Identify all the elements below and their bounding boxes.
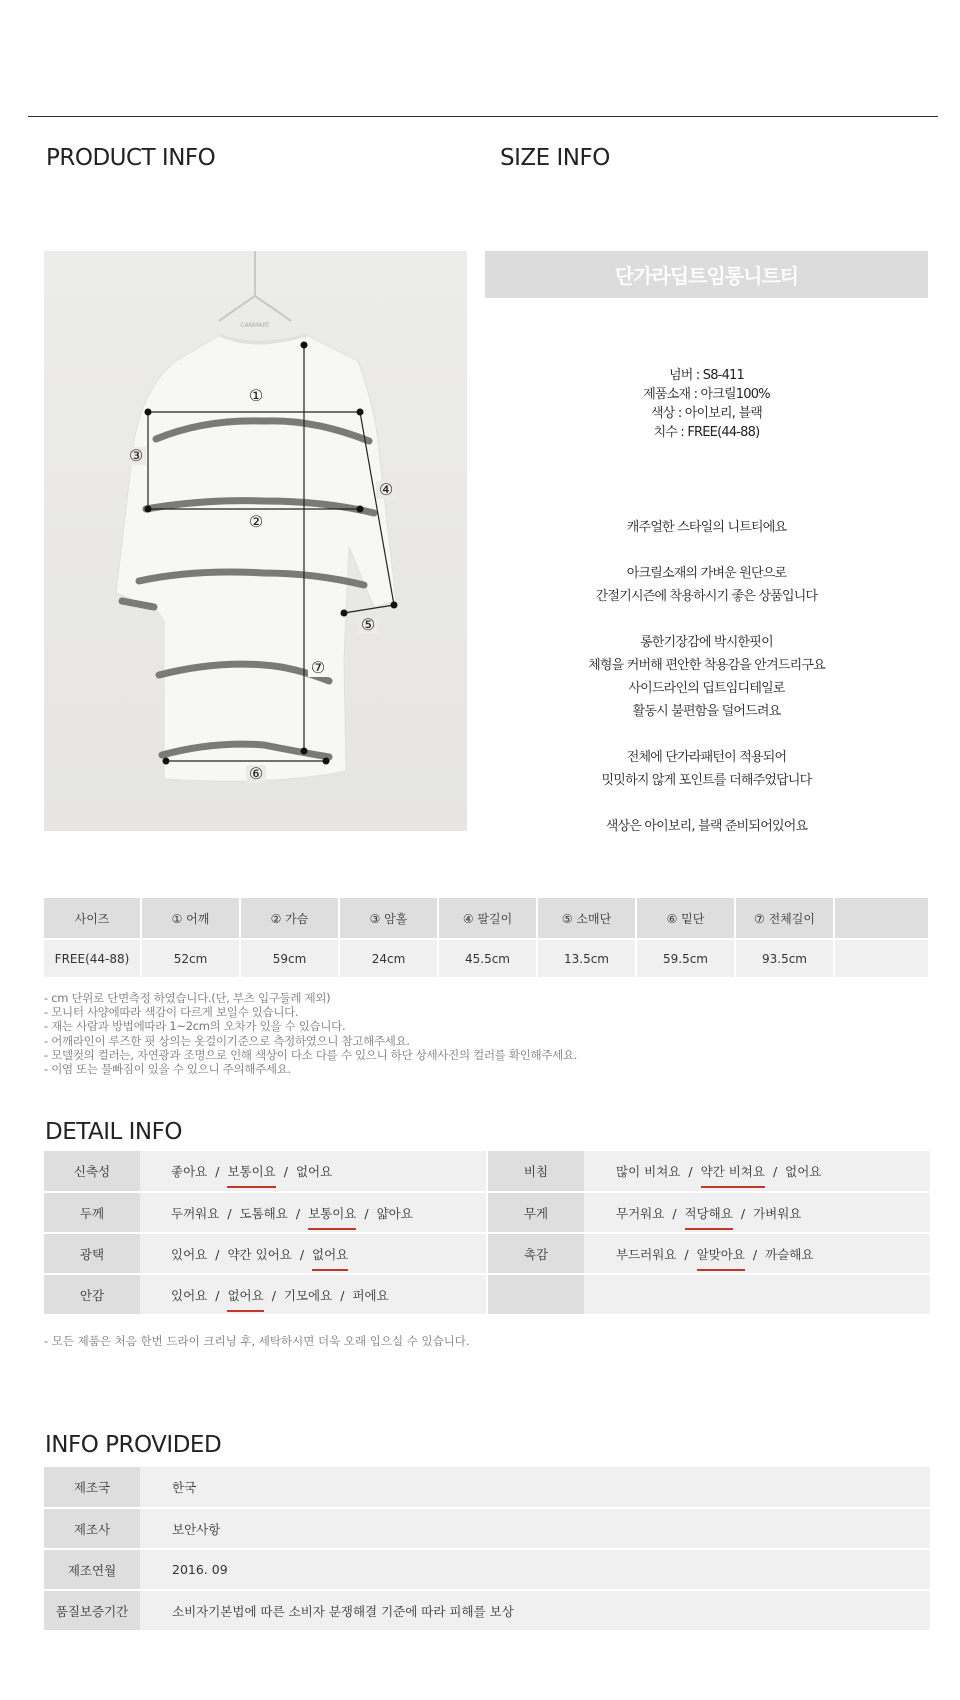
detail-options [584,1151,930,1192]
note-line: - cm 단위로 단면측정 하였습니다.(단, 부츠 입구둘레 제외) [44,991,331,1005]
size-col-header: ④ 팔길이 [438,898,537,939]
marker-total-length: ⑦ [310,658,326,677]
marker-sleeve-hem: ⑤ [360,615,376,634]
detail-options [584,1192,930,1233]
info-provided-heading: INFO PROVIDED [45,1432,222,1458]
option-separator: / [752,1246,758,1262]
detail-option: 있어요 [171,1246,208,1262]
spec-size: 치수 : FREE(44-88) [653,425,760,440]
detail-option: 좋아요 [171,1164,208,1179]
detail-option: 약간 있어요 [227,1246,292,1262]
table-row [44,1549,930,1590]
detail-option-selected: 보통이요 [227,1164,276,1179]
detail-options [140,1274,487,1315]
detail-option: 도톰해요 [239,1205,288,1221]
detail-options [584,1233,930,1274]
detail-option-selected: 없어요 [312,1246,349,1262]
option-separator: / [684,1246,689,1262]
option-separator: / [772,1164,778,1179]
detail-option-selected: 알맞아요 [696,1246,745,1262]
size-col-header: ③ 암홀 [339,898,438,939]
info-value: 한국 [140,1467,930,1508]
desc-line: 아크릴소재의 가벼운 원단으로 [626,566,787,581]
desc-line: 사이드라인의 딥트임디테일로 [628,681,785,696]
note-line: - 이염 또는 물빠짐이 있을 수 있으니 주의해주세요. [44,1062,291,1077]
marker-chest: ② [248,512,264,531]
option-separator: / [283,1164,288,1179]
desc-line: 캐주얼한 스타일의 니트티에요 [626,520,787,535]
info-value: 보안사항 [140,1508,930,1549]
option-separator: / [299,1246,305,1262]
table-row [44,1590,930,1631]
detail-label: 촉감 [487,1233,584,1274]
detail-info-heading: DETAIL INFO [45,1119,182,1145]
product-specs [485,366,928,442]
product-name-bar: 단가라딥트임롱니트티 [485,251,928,298]
detail-option: 얇아요 [376,1205,413,1221]
detail-label: 신축성 [44,1151,140,1192]
measurement-diagram [44,251,467,831]
info-label: 품질보증기간 [44,1590,140,1631]
detail-option-selected: 없어요 [227,1287,264,1303]
marker-shoulder: ① [248,386,264,405]
size-cell [834,939,929,978]
option-separator: / [215,1246,220,1262]
detail-label: 비침 [487,1151,584,1192]
detail-label [487,1274,584,1315]
size-cell: 13.5cm [537,939,636,978]
desc-line: 체형을 커버해 편안한 착용감을 안겨드리구요 [588,658,825,673]
product-photo [44,251,467,831]
option-separator: / [215,1164,220,1179]
size-cell: 52cm [141,939,240,978]
option-separator: / [688,1164,693,1179]
option-separator: / [672,1205,677,1221]
top-divider [28,116,938,117]
info-label: 제조연월 [44,1549,140,1590]
detail-label: 무게 [487,1192,584,1233]
info-value: 소비자기본법에 따른 소비자 분쟁해결 기준에 따라 피해를 보상 [140,1590,930,1631]
detail-option: 있어요 [171,1287,208,1303]
option-separator: / [227,1205,232,1221]
product-info-heading: PRODUCT INFO [46,145,216,171]
detail-option: 가벼워요 [753,1205,802,1221]
desc-line: 밋밋하지 않게 포인트를 더해주었답니다 [601,773,812,788]
detail-option: 없어요 [785,1164,822,1179]
size-cell: 59.5cm [636,939,735,978]
size-table [44,898,930,979]
desc-line: 롱한기장감에 박시한핏이 [640,635,773,650]
table-row [44,1274,930,1315]
detail-option-selected: 적당해요 [684,1205,733,1221]
table-row [44,939,929,978]
care-note: - 모든 제품은 처음 한번 드라이 크리닝 후, 세탁하시면 더욱 오래 입으실 수 있습니다. [44,1334,470,1348]
detail-option: 없어요 [295,1164,333,1179]
size-col-header: ⑦ 전체길이 [735,898,834,939]
info-label: 제조사 [44,1508,140,1549]
marker-sleeve-length: ④ [378,480,394,499]
size-notes [44,991,577,1076]
detail-options [140,1233,487,1274]
detail-option: 기모에요 [283,1287,333,1303]
detail-option: 퍼에요 [352,1287,389,1303]
detail-table [44,1151,930,1316]
table-row [44,1467,930,1508]
size-table-header [44,898,929,939]
spec-material: 제품소재 : 아크릴100% [643,387,770,402]
detail-option-selected: 보통이요 [308,1205,357,1221]
detail-option: 많이 비쳐요 [616,1164,681,1179]
size-cell: 93.5cm [735,939,834,978]
size-col-header: ② 가슴 [240,898,339,939]
note-line: - 모델컷의 컬러는, 자연광과 조명으로 인해 색상이 다소 다를 수 있으니 하단 상세사진의 컬러를 확인해주세요. [44,1047,578,1062]
table-row [44,1508,930,1549]
size-info-heading: SIZE INFO [500,145,610,171]
option-separator: / [340,1287,345,1303]
size-col-header [834,898,929,939]
detail-option: 무거워요 [616,1205,665,1221]
detail-option: 까슬해요 [765,1246,814,1262]
size-cell: 45.5cm [438,939,537,978]
product-description [485,516,928,838]
size-cell: FREE(44-88) [44,939,141,978]
note-line: - 어깨라인이 루즈한 핏 상의는 옷걸이기준으로 측정하였으니 참고해주세요. [44,1033,410,1048]
note-line: - 모니터 사양에따라 색감이 다르게 보일수 있습니다. [44,1005,299,1020]
option-separator: / [364,1205,369,1221]
table-row [44,1151,930,1192]
spec-color: 색상 : 아이보리, 블랙 [651,406,762,421]
detail-option: 부드러워요 [616,1246,677,1262]
table-row [44,1233,930,1274]
info-value: 2016. 09 [140,1549,930,1590]
desc-line: 색상은 아이보리, 블랙 준비되어있어요 [605,819,808,834]
detail-options [140,1151,487,1192]
desc-line: 활동시 불편함을 덜어드려요 [632,704,781,719]
size-col-header: ① 어깨 [141,898,240,939]
size-col-header: ⑥ 밑단 [636,898,735,939]
option-separator: / [215,1287,220,1303]
detail-options [140,1192,487,1233]
table-row [44,1192,930,1233]
hanger-brand: CANMART [240,322,270,329]
desc-line: 전체에 단가라패턴이 적용되어 [626,750,787,765]
option-separator: / [740,1205,746,1221]
size-col-header: ⑤ 소매단 [537,898,636,939]
note-line: - 재는 사람과 방법에따라 1~2cm의 오차가 있을 수 있습니다. [44,1019,346,1034]
detail-label: 안감 [44,1274,140,1315]
size-col-header: 사이즈 [44,898,141,939]
detail-options [584,1274,930,1315]
size-cell: 24cm [339,939,438,978]
detail-label: 두께 [44,1192,140,1233]
info-label: 제조국 [44,1467,140,1508]
detail-option: 두꺼워요 [171,1205,220,1221]
info-provided-table [44,1467,930,1632]
desc-line: 간절기시즌에 착용하시기 좋은 상품입니다 [595,589,818,604]
detail-option-selected: 약간 비쳐요 [700,1164,765,1179]
detail-label: 광택 [44,1233,140,1274]
option-separator: / [271,1287,276,1303]
marker-hem: ⑥ [248,764,264,783]
spec-number: 넘버 : S8-411 [669,368,744,383]
size-cell: 59cm [240,939,339,978]
option-separator: / [295,1205,301,1221]
marker-armhole: ③ [128,446,144,465]
